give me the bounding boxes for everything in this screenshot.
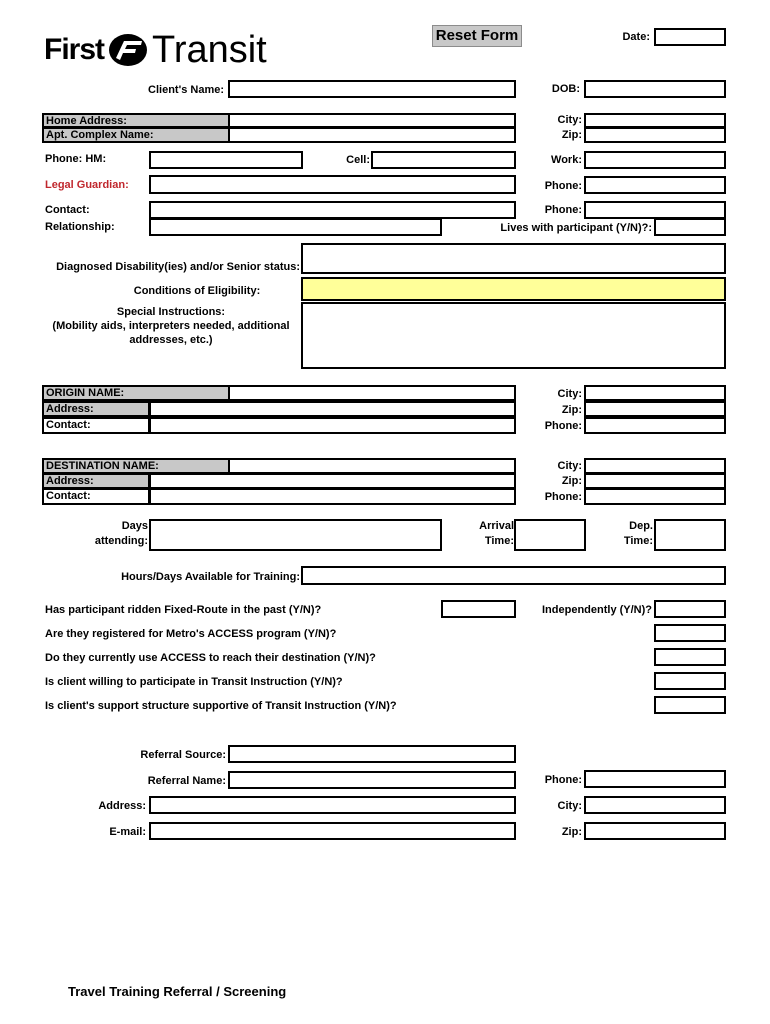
origin-name-field[interactable] — [228, 385, 516, 401]
dep-time-label: Time: — [623, 535, 653, 547]
destination-phone-label: Phone: — [544, 491, 582, 503]
dob-field[interactable] — [584, 80, 726, 98]
q-support-field[interactable] — [654, 696, 726, 714]
q-willing-label: Is client willing to participate in Transit Instruction (Y/N)? — [45, 676, 343, 688]
referral-source-field[interactable] — [228, 745, 516, 763]
diagnosed-label: Diagnosed Disability(ies) and/or Senior status: — [56, 261, 300, 273]
conditions-label: Conditions of Eligibility: — [133, 285, 261, 297]
special-instructions-label: Special Instructions: — [116, 306, 226, 318]
referral-email-field[interactable] — [149, 822, 516, 840]
lives-with-label: Lives with participant (Y/N)?: — [500, 222, 652, 234]
reset-form-button[interactable]: Reset Form — [432, 25, 522, 47]
phone-hm-field[interactable] — [149, 151, 303, 169]
home-address-label: Home Address: — [42, 113, 230, 128]
destination-address-label: Address: — [42, 473, 150, 489]
destination-zip-field[interactable] — [584, 473, 726, 489]
destination-name-field[interactable] — [228, 458, 516, 474]
independently-field[interactable] — [654, 600, 726, 618]
first-transit-logo — [44, 28, 267, 72]
destination-city-field[interactable] — [584, 458, 726, 474]
q-support-label: Is client's support structure supportive of Transit Instruction (Y/N)? — [45, 700, 397, 712]
origin-address-label: Address: — [42, 401, 150, 417]
days-attending-field[interactable] — [149, 519, 442, 551]
guardian-phone-field[interactable] — [584, 176, 726, 194]
date-label: Date: — [622, 31, 650, 43]
destination-address-field[interactable] — [149, 473, 516, 489]
clients-name-field[interactable] — [228, 80, 516, 98]
origin-contact-label: Contact: — [42, 417, 150, 434]
q-access-label: Do they currently use ACCESS to reach their destination (Y/N)? — [45, 652, 376, 664]
guardian-phone-label: Phone: — [544, 180, 582, 192]
relationship-field[interactable] — [149, 218, 442, 236]
origin-zip-field[interactable] — [584, 401, 726, 417]
referral-name-label: Referral Name: — [147, 775, 226, 787]
contact-field[interactable] — [149, 201, 516, 219]
special-instructions-note: (Mobility aids, interpreters needed, additional — [52, 320, 290, 332]
arrival-time-label: Time: — [484, 535, 514, 547]
origin-zip-label: Zip: — [561, 404, 582, 416]
work-label: Work: — [551, 154, 582, 166]
legal-guardian-label: Legal Guardian: — [45, 179, 129, 191]
q-ridden-field[interactable] — [441, 600, 516, 618]
dep-time-field[interactable] — [654, 519, 726, 551]
form-title-footer: Travel Training Referral / Screening — [68, 984, 287, 999]
destination-zip-label: Zip: — [561, 475, 582, 487]
referral-phone-field[interactable] — [584, 770, 726, 788]
cell-label: Cell: — [346, 154, 370, 166]
first-transit-f-icon — [108, 33, 148, 67]
referral-address-label: Address: — [98, 800, 146, 812]
home-address-field[interactable] — [228, 113, 516, 128]
logo-transit-text: Transit — [152, 28, 267, 71]
days-attending-label: attending: — [94, 535, 148, 547]
referral-email-label: E-mail: — [109, 826, 146, 838]
origin-name-label: ORIGIN NAME: — [42, 385, 230, 401]
destination-city-label: City: — [557, 460, 582, 472]
q-access-field[interactable] — [654, 648, 726, 666]
phone-hm-label: Phone: HM: — [45, 153, 107, 165]
referral-zip-field[interactable] — [584, 822, 726, 840]
q-registered-field[interactable] — [654, 624, 726, 642]
home-zip-field[interactable] — [584, 127, 726, 143]
logo-first-text: First — [44, 33, 105, 66]
independently-label: Independently (Y/N)? — [542, 604, 652, 616]
origin-phone-label: Phone: — [544, 420, 582, 432]
arrival-label: Arrival — [479, 520, 514, 532]
lives-with-field[interactable] — [654, 218, 726, 236]
origin-address-field[interactable] — [149, 401, 516, 417]
referral-city-label: City: — [557, 800, 582, 812]
date-field[interactable] — [654, 28, 726, 46]
conditions-field[interactable] — [301, 277, 726, 301]
cell-field[interactable] — [371, 151, 516, 169]
work-field[interactable] — [584, 151, 726, 169]
destination-contact-field[interactable] — [149, 488, 516, 505]
contact-phone-field[interactable] — [584, 201, 726, 219]
referral-source-label: Referral Source: — [140, 749, 226, 761]
home-city-label: City: — [557, 114, 582, 126]
home-city-field[interactable] — [584, 113, 726, 128]
dep-label: Dep. — [629, 520, 653, 532]
q-willing-field[interactable] — [654, 672, 726, 690]
arrival-time-field[interactable] — [514, 519, 586, 551]
referral-name-field[interactable] — [228, 771, 516, 789]
special-instructions-field[interactable] — [301, 302, 726, 369]
apt-complex-label: Apt. Complex Name: — [42, 127, 230, 143]
origin-city-label: City: — [557, 388, 582, 400]
apt-complex-field[interactable] — [228, 127, 516, 143]
legal-guardian-field[interactable] — [149, 175, 516, 194]
destination-phone-field[interactable] — [584, 488, 726, 505]
referral-city-field[interactable] — [584, 796, 726, 814]
home-zip-label: Zip: — [561, 129, 582, 141]
referral-phone-label: Phone: — [544, 774, 582, 786]
referral-address-field[interactable] — [149, 796, 516, 814]
contact-label: Contact: — [45, 204, 90, 216]
hours-days-field[interactable] — [301, 566, 726, 585]
origin-contact-field[interactable] — [149, 417, 516, 434]
hours-days-label: Hours/Days Available for Training: — [121, 571, 300, 583]
q-ridden-label: Has participant ridden Fixed-Route in the past (Y/N)? — [45, 604, 322, 616]
clients-name-label: Client's Name: — [148, 84, 224, 96]
contact-phone-label: Phone: — [544, 204, 582, 216]
destination-name-label: DESTINATION NAME: — [42, 458, 230, 474]
dob-label: DOB: — [551, 83, 580, 95]
relationship-label: Relationship: — [45, 221, 115, 233]
origin-city-field[interactable] — [584, 385, 726, 401]
destination-contact-label: Contact: — [42, 488, 150, 505]
referral-zip-label: Zip: — [561, 826, 582, 838]
diagnosed-field[interactable] — [301, 243, 726, 274]
special-instructions-note-2: addresses, etc.) — [129, 334, 213, 346]
origin-phone-field[interactable] — [584, 417, 726, 434]
q-registered-label: Are they registered for Metro's ACCESS program (Y/N)? — [45, 628, 337, 640]
days-label: Days — [121, 520, 148, 532]
